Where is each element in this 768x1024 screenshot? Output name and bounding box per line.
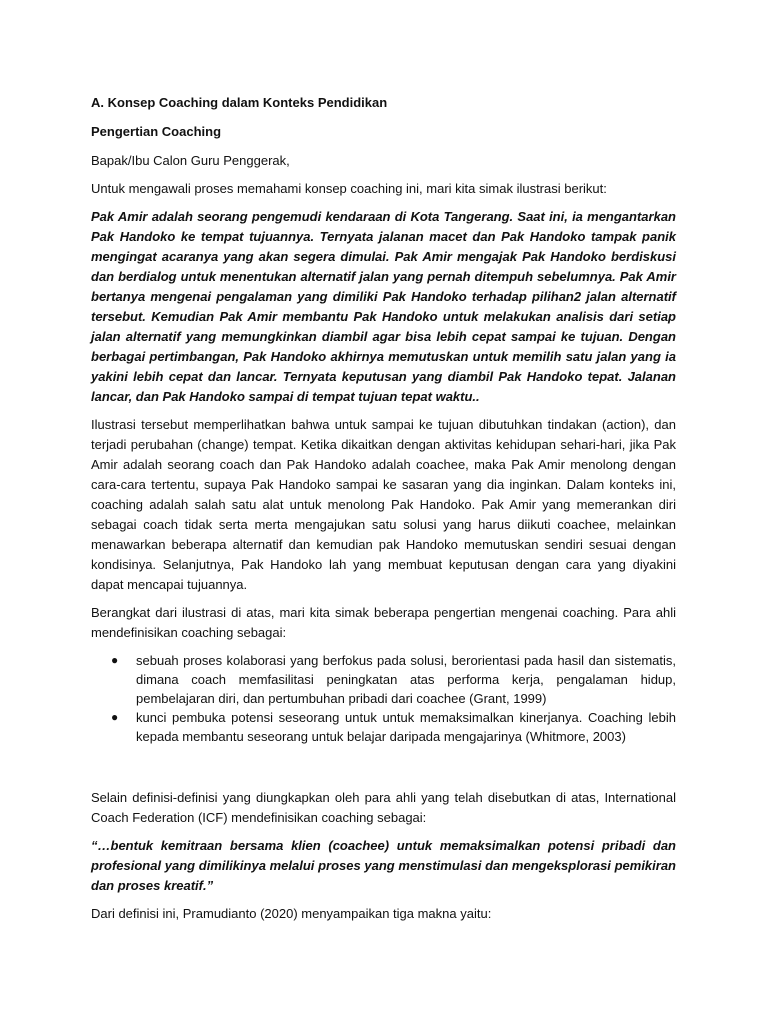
spacer — [91, 754, 676, 788]
list-item — [91, 708, 676, 746]
experts-intro-paragraph: Berangkat dari ilustrasi di atas, mari kita simak beberapa pengertian mengenai coaching. Para ahli mendefinisikan coaching sebagai: — [91, 605, 676, 640]
greeting: Bapak/Ibu Calon Guru Penggerak, — [91, 153, 290, 168]
icf-intro-paragraph: Selain definisi-definisi yang diungkapkan oleh para ahli yang telah disebutkan di atas, International Coach Federation (ICF) mendefinisikan coaching sebagai: — [91, 790, 676, 825]
bullet-icon: ● — [111, 653, 119, 667]
bullet-icon: ● — [111, 710, 119, 724]
definition-text: kunci pembuka potensi seseorang untuk untuk memaksimalkan kinerjanya. Coaching lebih kepada membantu seseorang untuk belajar daripada mengajarinya (Whitmore, 2003) — [136, 710, 676, 744]
intro-paragraph: Untuk mengawali proses memahami konsep coaching ini, mari kita simak ilustrasi berikut: — [91, 181, 607, 196]
document-page — [91, 93, 676, 932]
definition-list — [91, 651, 676, 746]
icf-quote: “…bentuk kemitraan bersama klien (coachee) untuk memaksimalkan potensi pribadi dan profesional yang dimilikinya melalui proses yang menstimulasi dan mengeksplorasi pemikiran dan proses kreatif.” — [91, 838, 676, 893]
section-title: A. Konsep Coaching dalam Konteks Pendidikan — [91, 95, 388, 110]
illustration-paragraph: Pak Amir adalah seorang pengemudi kendaraan di Kota Tangerang. Saat ini, ia mengantarkan Pak Handoko ke tempat tujuannya. Ternyata jalanan macet dan Pak Handoko tampak panik mengingat acaranya yang akan segera dimulai. Pak Amir mengajak Pak Handoko berdiskusi dan berdialog untuk menentukan alternatif jalan yang pernah ditempuh sebelumnya. Pak Amir bertanya mengenai pengalaman yang dimiliki Pak Handoko terhadap pilihan2 jalan alternatif tersebut. Kemudian Pak Amir membantu Pak Handoko untuk melakukan analisis dari setiap jalan alternatif yang memungkinkan diambil agar bisa lebih cepat sampai ke tujuan. Dengan berbagai pertimbangan, Pak Handoko akhirnya memutuskan untuk memilih satu jalan yang ia yakini lebih cepat dan lancar. Ternyata keputusan yang diambil Pak Handoko tepat. Jalanan lancar, dan Pak Handoko sampai di tempat tujuan tepat waktu.. — [91, 209, 676, 404]
closing-paragraph: Dari definisi ini, Pramudianto (2020) menyampaikan tiga makna yaitu: — [91, 906, 492, 921]
explanation-paragraph: Ilustrasi tersebut memperlihatkan bahwa untuk sampai ke tujuan dibutuhkan tindakan (action), dan terjadi perubahan (change) tempat. Ketika dikaitkan dengan aktivitas kehidupan sehari-hari, jika Pak Amir adalah seorang coach dan Pak Handoko adalah coachee, maka Pak Amir menolong dengan cara-cara tertentu, supaya Pak Handoko sampai ke sasaran yang dia inginkan. Dalam konteks ini, coaching adalah salah satu alat untuk menolong Pak Handoko. Pak Amir yang memerankan diri sebagai coach tidak serta merta mengajukan satu solusi yang harus diikuti coachee, melainkan menawarkan beberapa alternatif dan kemudian pak Handoko memutuskan sendiri sesuai dengan kondisinya. Selanjutnya, Pak Handoko lah yang membuat keputusan dengan cara yang diyakini dapat mencapai tujuannya. — [91, 417, 676, 592]
definition-text: sebuah proses kolaborasi yang berfokus pada solusi, berorientasi pada hasil dan sistematis, dimana coach memfasilitasi peningkatan atas performa kerja, pengalaman hidup, pembelajaran diri, dan pertumbuhan pribadi dari coachee (Grant, 1999) — [136, 653, 676, 706]
list-item — [91, 651, 676, 708]
sub-title: Pengertian Coaching — [91, 124, 222, 139]
